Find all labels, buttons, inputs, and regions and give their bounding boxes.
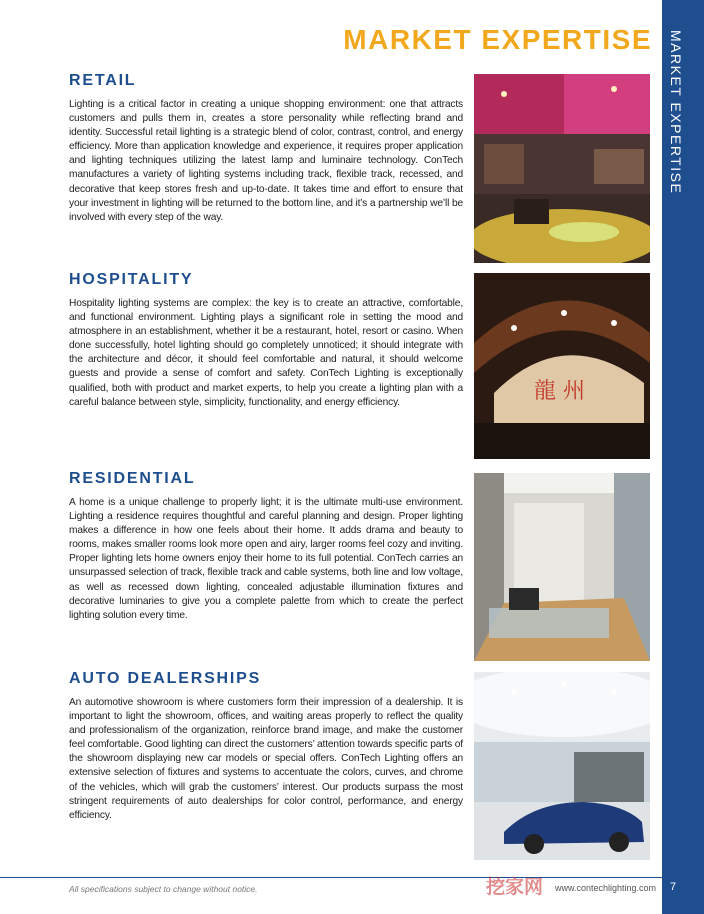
retail-store-photo	[474, 74, 650, 263]
section-body-hospitality: Hospitality lighting systems are complex: the key is to create an attractive, comfortable, and functional environment. Lighting plays a significant role in setting the mood and atmosphere in an establishment, whether it be a restaurant, hotel, resort or casino. When done successfully, hotel lighting should go completely unnoticed; it should integrate with the architecture and décor, it should feel comfortable and natural, it should welcome guests and provide a sense of comfort and safety. ConTech Lighting is exceptionally qualified, both with product and market experts, to help you create a lighting plan with a careful balance between style, simplicity, functionality, and energy efficiency.	[69, 298, 463, 408]
section-retail	[69, 72, 463, 225]
footer-url-link[interactable]: www.contechlighting.com	[555, 883, 657, 893]
page-number: 7	[670, 881, 677, 893]
section-auto-dealerships	[69, 670, 463, 823]
section-heading-residential: RESIDENTIAL	[69, 470, 196, 487]
section-hospitality	[69, 271, 463, 410]
section-heading-auto-dealerships: AUTO DEALERSHIPS	[69, 670, 262, 687]
side-tab-label: MARKET EXPERTISE	[668, 30, 684, 195]
auto-showroom-photo	[474, 672, 650, 860]
section-heading-retail: RETAIL	[69, 72, 137, 89]
page-title: MARKET EXPERTISE	[343, 24, 652, 55]
footer-rule	[0, 877, 662, 878]
section-body-retail: Lighting is a critical factor in creating a unique shopping environment: one that attracts customers and pulls them in, creates a store personality while reflecting brand and identity. Successful retail lighting is a strategic blend of color, contrast, control, and energy efficiency. More than application knowledge and experience, it requires proper application and lighting techniques utilizing the latest lamp and luminaire technology. ConTech manufactures a variety of lighting systems including track, flexible track, recessed, and decorative that keep stores fresh and up-to-date. It takes time and effort to ensure that your investment in lighting will be returned to the bottom line, and it’s a partnership we’ll be involved with every step of the way.	[69, 99, 463, 223]
watermark: 挖家网	[486, 876, 544, 898]
footer-disclaimer: All specifications subject to change without notice.	[69, 884, 258, 894]
section-heading-hospitality: HOSPITALITY	[69, 271, 194, 288]
section-body-residential: A home is a unique challenge to properly light; it is the ultimate multi-use environment. Lighting a residence requires thoughtful and careful planning and design. Proper lighting makes a difference in how one feels about their home. It adds drama and beauty to rooms, makes smaller rooms look more open and airy, larger rooms feel cozy and inviting. Proper lighting lets home owners enjoy their home to its full potential. ConTech carries an unsurpassed selection of track, flexible track and cable systems, both line and low voltage, as well as recessed down lighting, concealed adjustable illumination fixtures and decorative luminaries to give you a complete palette from which to create the perfect lighting solution every time.	[69, 497, 463, 621]
section-residential	[69, 470, 463, 623]
residential-interior-photo	[474, 473, 650, 661]
section-body-auto-dealerships: An automotive showroom is where customers form their impression of a dealership. It is important to light the showroom, offices, and waiting areas properly to reflect the quality and professionalism of the organization, reinforce brand image, and make the customer feel comfortable. Good lighting can direct the customers’ attention towards specific parts of the showroom displaying new car models or special offers. ConTech Lighting offers an extensive selection of fixtures and systems to accentuate the colors, curves, and chrome of the vehicles, which will grab the customers’ interest. Our products surpass the most stringent requirements of auto dealerships for color control, performance, and energy efficiency.	[69, 697, 463, 821]
hospitality-restaurant-photo	[474, 273, 650, 459]
svg-text:龍 州: 龍 州	[534, 379, 585, 404]
